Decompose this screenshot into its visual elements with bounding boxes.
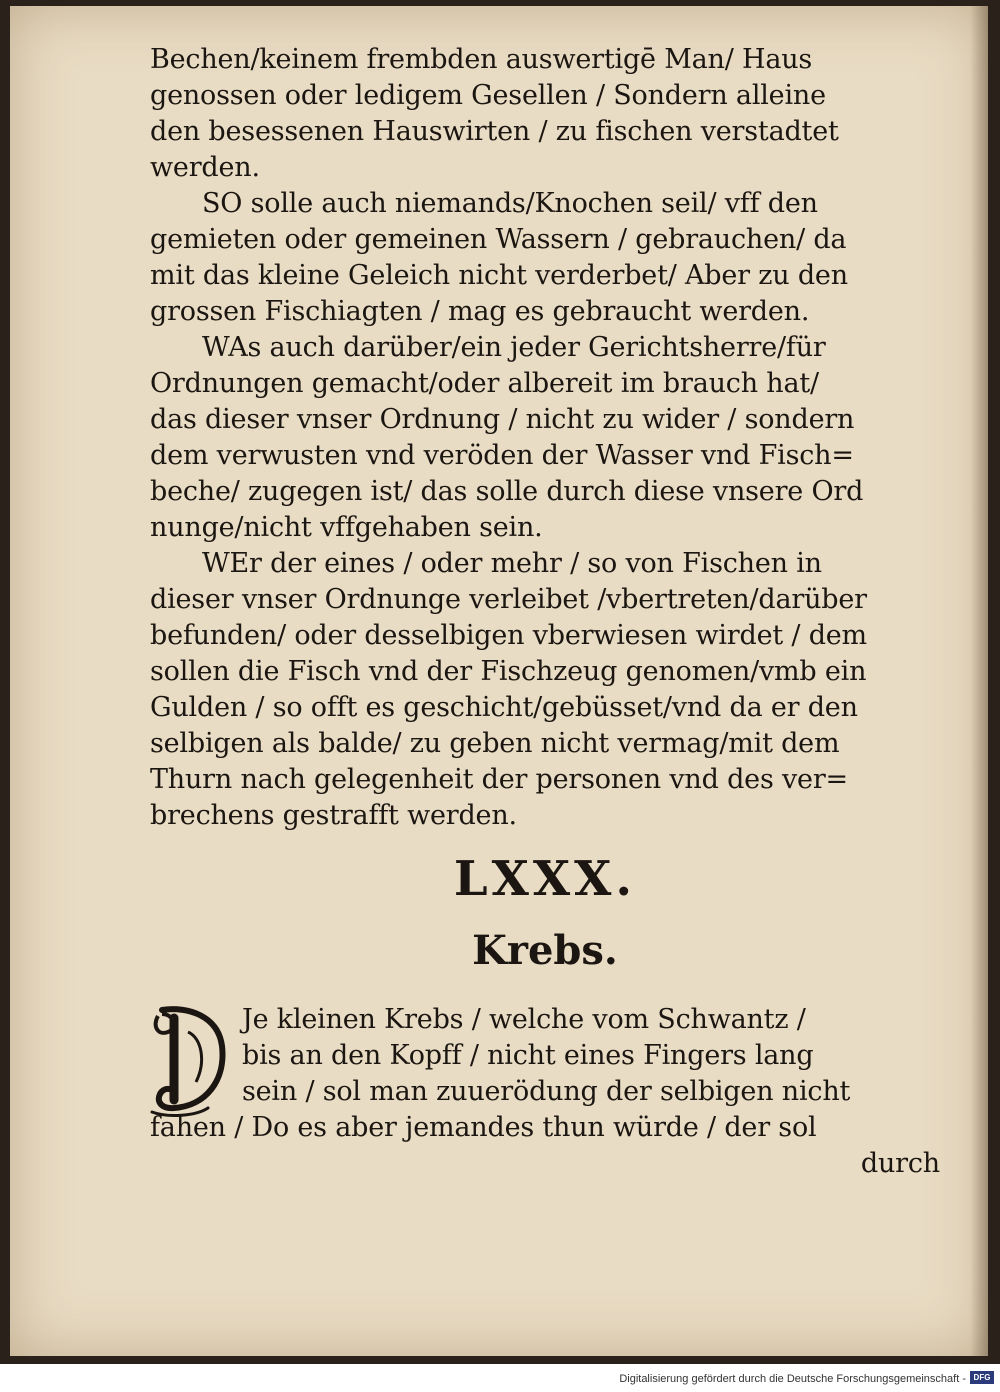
dfg-logo-icon: DFG — [970, 1371, 994, 1384]
text-line: fahen / Do es aber jemandes thun würde / der sol — [150, 1112, 817, 1143]
text-line: sein / sol man zuuerödung der selbigen nicht — [242, 1076, 851, 1107]
text-line: sollen die Fisch vnd der Fischzeug genomen/vmb ein — [150, 656, 867, 687]
paragraph-4 — [150, 546, 940, 834]
paragraph-5-lines — [150, 1002, 940, 1110]
page-spine-shadow — [970, 6, 988, 1356]
text-line: dem verwusten vnd veröden der Wasser vnd Fisch= — [150, 440, 854, 471]
text-line: mit das kleine Geleich nicht verderbet/ Aber zu den — [150, 260, 848, 291]
text-line: den besessenen Hauswirten / zu fischen verstadtet — [150, 116, 839, 147]
text-line: dieser vnser Ordnunge verleibet /vbertreten/darüber — [150, 584, 867, 615]
funding-credit: Digitalisierung gefördert durch die Deutsche Forschungsgemeinschaft - — [619, 1373, 966, 1385]
text-line: Thurn nach gelegenheit der personen vnd des ver= — [150, 764, 848, 795]
text-line: bis an den Kopff / nicht eines Fingers lang — [242, 1040, 814, 1071]
text-line: brechens gestrafft werden. — [150, 800, 517, 831]
decorated-initial-d-icon — [148, 1002, 234, 1120]
paragraph-1 — [150, 42, 940, 186]
text-line: SO solle auch niemands/Knochen seil/ vff den — [202, 188, 818, 219]
text-line: Ordnungen gemacht/oder albereit im brauch hat/ — [150, 368, 819, 399]
text-line: Bechen/keinem frembden auswertigē Man/ Haus — [150, 44, 813, 75]
text-block — [150, 42, 940, 1182]
text-line: beche/ zugegen ist/ das solle durch diese vnsere Ord — [150, 476, 864, 507]
text-line: WEr der eines / oder mehr / so von Fischen in — [202, 548, 822, 579]
text-line: werden. — [150, 152, 260, 183]
text-line: WAs auch darüber/ein jeder Gerichtsherre/für — [202, 332, 826, 363]
catchword: durch — [860, 1148, 940, 1179]
text-line: grossen Fischiagten / mag es gebraucht werden. — [150, 296, 810, 327]
footer — [0, 1364, 1000, 1392]
text-line: gemieten oder gemeinen Wassern / gebrauchen/ da — [150, 224, 847, 255]
text-line: Gulden / so offt es geschicht/gebüsset/vnd da er den — [150, 692, 858, 723]
text-line: das dieser vnser Ordnung / nicht zu wider / sondern — [150, 404, 855, 435]
text-line: selbigen als balde/ zu geben nicht vermag/mit dem — [150, 728, 840, 759]
text-line: nunge/nicht vffgehaben sein. — [150, 512, 543, 543]
text-line: genossen oder ledigem Gesellen / Sondern alleine — [150, 80, 826, 111]
paragraph-2 — [150, 186, 940, 330]
section-title: Krebs. — [472, 927, 618, 974]
paragraph-5 — [150, 1002, 940, 1182]
text-line: Je kleinen Krebs / welche vom Schwantz / — [242, 1004, 806, 1035]
page-leaf — [10, 6, 988, 1356]
paragraph-3 — [150, 330, 940, 546]
section-number: LXXX. — [453, 851, 637, 907]
text-line: befunden/ oder desselbigen vberwiesen wirdet / dem — [150, 620, 867, 651]
